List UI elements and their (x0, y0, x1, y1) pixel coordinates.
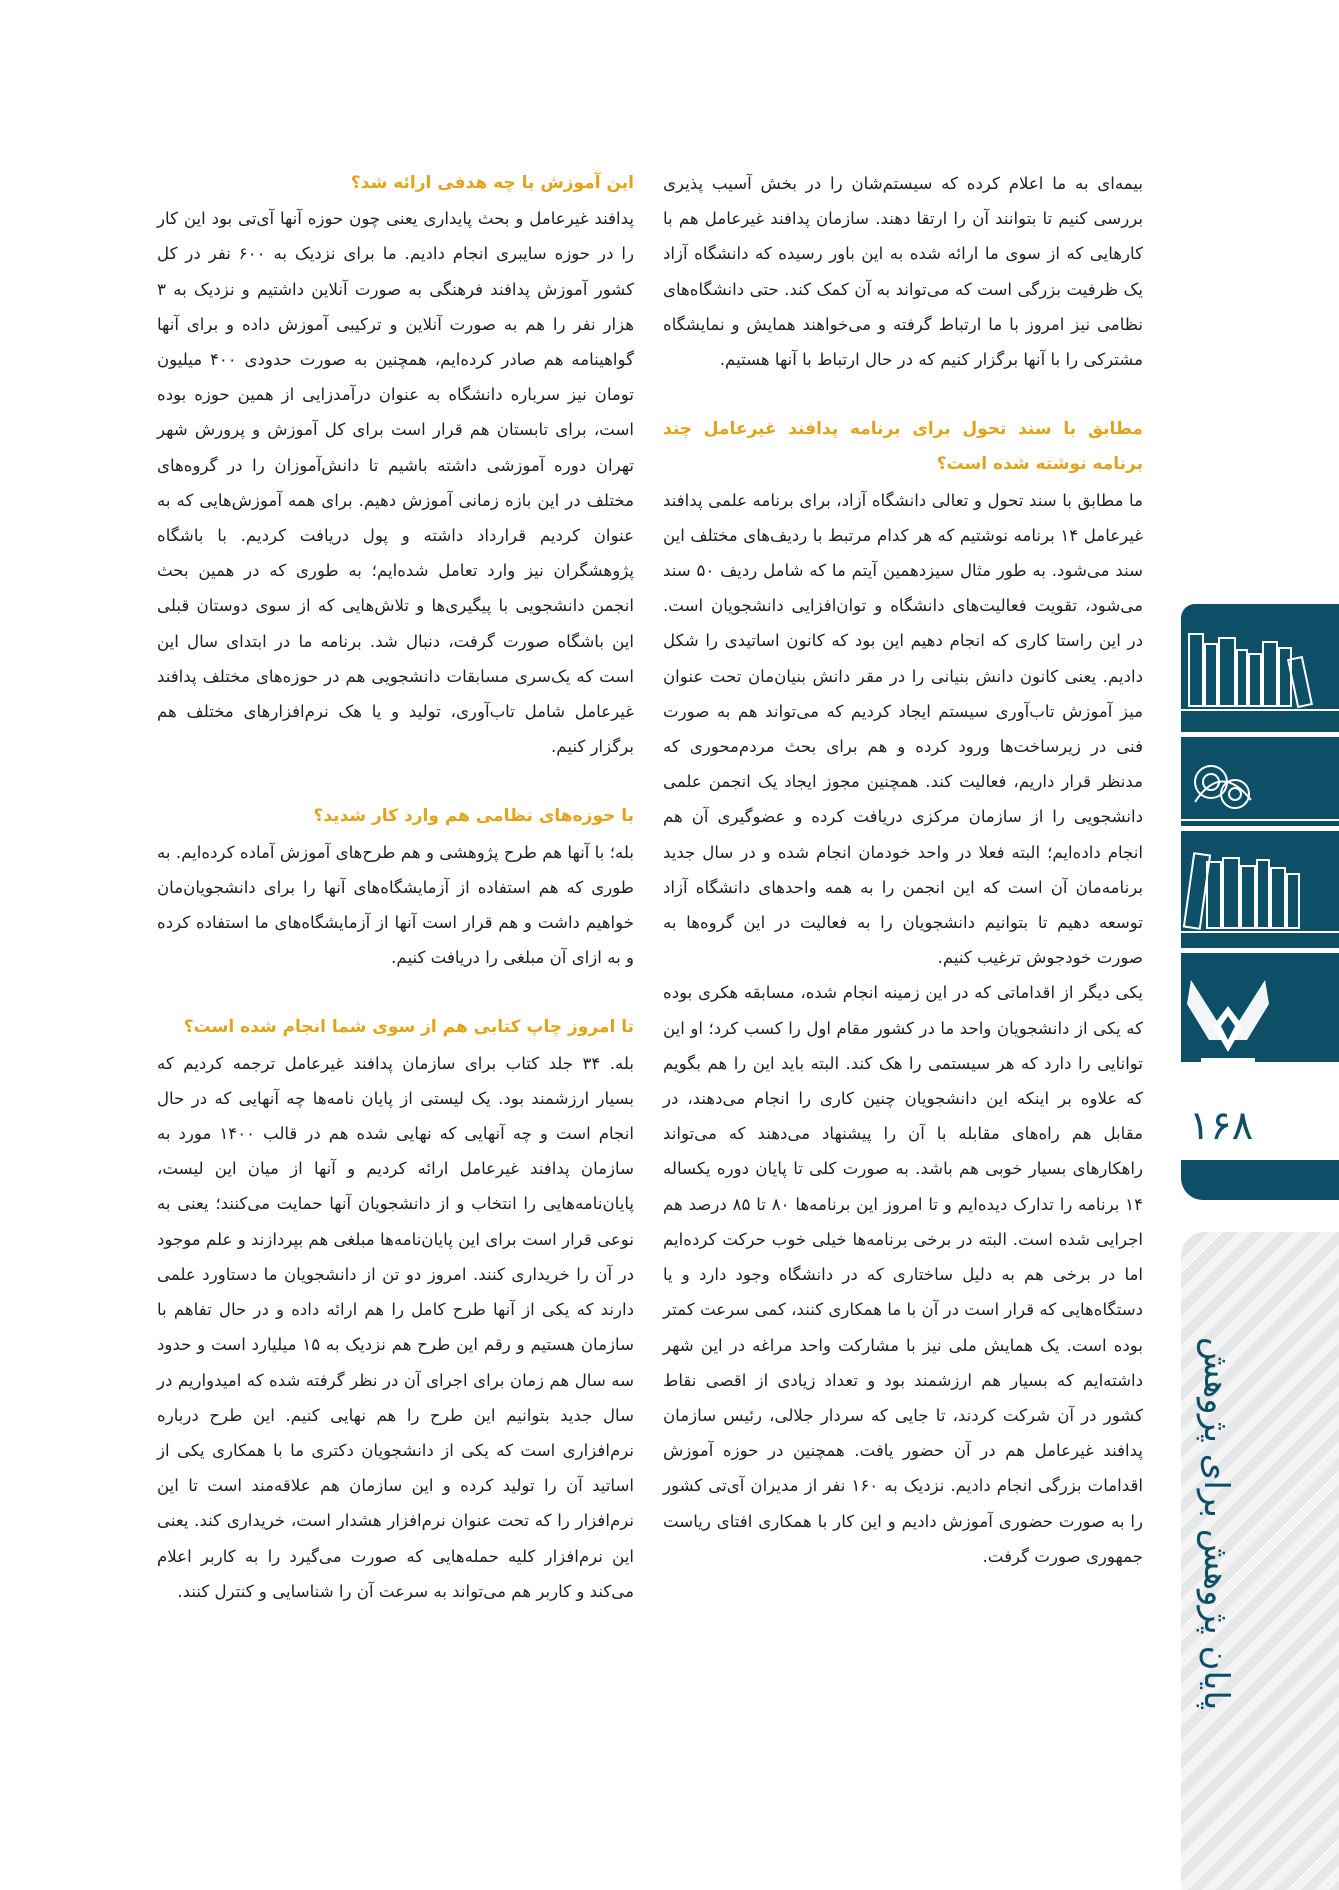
question-heading-2: این آموزش با چه هدفی ارائه شد؟ (350, 173, 634, 193)
books-icon (1181, 836, 1339, 946)
right-paragraph-2: ما مطابق با سند تحول و تعالی دانشگاه آزاد، برای برنامه علمی پدافند غیرعامل ۱۴ برنامه نوشتیم که هر کدام مرتبط با ردیف‌های مختلف این سند می‌شود. به طور مثال سیزدهمین آیتم ما که شامل ردیف ۵۰ سند می‌شود، تقویت فعالیت‌های دانشگاه و توان‌افزایی دانشجویان است. در این راستا کاری که انجام دهیم این بود که کانون اساتیدی را شکل دادیم. یعنی کانون دانش بنیانی را در مقر دانش بنیان‌مان تحت عنوان میز آموزش تاب‌آوری سیستم ایجاد کردیم که می‌تواند هم به صورت فنی در زیرساخت‌ها ورود کرده و هم برای بحث مردم‌محوری که مدنظر قرار داریم، فعالیت کند. همچنین مجوز ایجاد یک انجمن علمی دانشجویی را از سازمان مرکزی دریافت کرده و عضوگیری آن هم انجام داده‌ایم؛ البته فعلا در واحد خودمان انجام شده و در سال جدید برنامه‌مان آن است که این انجمن را به همه واحدهای دانشگاه آزاد توسعه دهیم تا بتوانیم دانشجویان را به فعالیت در این گروه‌ها به صورت خودجوش ترغیب کنیم. (663, 490, 1143, 968)
right-paragraph-1: بیمه‌ای به ما اعلام کرده که سیستم‌شان را در بخش آسیب پذیری بررسی کنیم تا بتوانند آن را ارتقا دهند. سازمان پدافند غیرعامل هم با کارهایی که از سوی ما ارائه شده به این باور رسیده که دانشگاه آزاد یک ظرفیت بزرگی است که می‌تواند به آن کمک کند. حتی دانشگاه‌های نظامی نیز امروز با ما ارتباط گرفته و می‌خواهند همایش و نمایشگاه مشترکی را با آنها برگزار کنیم که در حال ارتباط با آنها هستیم. (663, 174, 1143, 370)
ornament-icon (1181, 742, 1339, 832)
question-heading-4: تا امروز چاپ کتابی هم از سوی شما انجام شده است؟ (183, 1017, 634, 1038)
left-column (157, 166, 634, 1609)
right-paragraph-3: یکی دیگر از اقداماتی که در این زمینه انجام شده، مسابقه هکری بوده که یکی از دانشجویان واحد ما در کشور مقام اول را کسب کرد؛ او این توانایی را دارد که هر سیستمی را هک کند. البته باید این را هم بگویم که علاوه بر اینکه این دانشجویان چنین کاری را انجام می‌دهند، در مقابل هم راه‌های مقابله با آن را پیشنهاد می‌دهند که می‌تواند راهکارهای بسیار خوبی هم باشد. به صورت کلی تا پایان دوره یکساله ۱۴ برنامه را تدارک دیده‌ایم و تا امروز این برنامه‌ها ۸۰ تا ۸۵ درصد هم اجرایی شده است. البته در برخی برنامه‌ها خیلی خوب حرکت کرده‌ایم اما در برخی هم به دلیل ساختاری که در دانشگاه وجود دارد و یا دستگاه‌هایی که قرار است در آن با ما همکاری کنند، کمی سرعت کمتر بوده است. یک همایش ملی نیز با مشارکت واحد مراغه در این شهر داشته‌ایم که بسیار هم ارزشمند بود و تعداد زیادی از اقصی نقاط کشور در آن شرکت کردند، تا جایی که سردار جلالی، رئیس سازمان پدافند غیرعامل هم در آن حضور یافت. همچنین در حوزه آموزش اقدامات بزرگی انجام دادیم. نزدیک به ۱۶۰ نفر از مدیران آی‌تی کشور را به صورت حضوری آموزش دادیم و این کار با همکاری افتای ریاست جمهوری صورت گرفت. (663, 983, 1144, 1566)
left-paragraph-3: بله. ۳۴ جلد کتاب برای سازمان پدافند غیرعامل ترجمه کردیم که بسیار ارزشمند بود. یک لیستی از پایان نامه‌ها چه آنهایی که در حال انجام است و چه آنهایی که نهایی شده هم در قالب ۱۴۰۰ مورد به سازمان پدافند غیرعامل ارائه کردیم و آنها از میان این لیست، پایان‌نامه‌هایی را انتخاب و از دانشجویان آنها حمایت می‌کنند؛ یعنی به نوعی قرار است برای این پایان‌نامه‌ها مبلغی هم بپردازند و علم موجود در آن را خریداری کنند. امروز دو تن از دانشجویان ما دستاورد علمی دارند که یکی از آنها طرح کامل را هم ارائه داده و در حال تفاهم با سازمان هستیم و رقم این طرح هم نزدیک به ۱۵ میلیارد است و حدود سه سال هم زمان برای اجرای آن در نظر گرفته شده که امیدواریم در سال جدید بتوانیم این طرح را هم نهایی کنیم. این طرح درباره نرم‌افزاری است که یکی از دانشجویان دکتری ما با همکاری یکی از اساتید آن را تولید کرده و این سازمان هم علاقه‌مند است تا این نرم‌افزار را که تحت عنوان نرم‌افزار هشدار است، خریداری کند. یعنی این نرم‌افزار کلیه حمله‌هایی که صورت می‌گیرد را به کاربر اعلام می‌کند و کاربر هم می‌تواند به سرعت آن را شناسایی و کنترل کنند. (157, 1053, 635, 1601)
right-column (663, 166, 1143, 1574)
side-panel (1181, 604, 1339, 1104)
left-paragraph-1: پدافند غیرعامل و بحث پایداری یعنی چون حوزه آنها آی‌تی بود این کار را در حوزه سایبری انجام دادیم. ما برای نزدیک به ۶۰۰ نفر در کل کشور آموزش پدافند فرهنگی به صورت آنلاین داشتیم و نزدیک به ۳ هزار نفر را هم به صورت آنلاین و ترکیبی آموزش داده و برای آنها گواهینامه هم صادر کرده‌ایم، همچنین به صورت حدودی ۴۰۰ میلیون تومان نیز سرباره دانشگاه به عنوان درآمدزایی از همین حوزه بوده است، برای تابستان هم قرار است برای کل آموزش و پرورش شهر تهران دوره آموزشی داشته باشیم تا دانش‌آموزان را در گروه‌های مختلف در این بازه زمانی آموزش دهیم. برای همه آموزش‌هایی که به عنوان کردیم قرارداد داشته و پول دریافت کردیم. با باشگاه پژوهشگران نیز وارد تعامل شده‌ایم؛ به طوری که در همین بحث انجمن دانشجویی با پیگیری‌ها و تلاش‌هایی که از سوی دوستان قبلی این باشگاه صورت گرفت، دنبال شد. برنامه ما در ابتدای سال این است که یک‌سری مسابقات دانشجویی هم در حوزه‌های مختلف پدافند غیرعامل شامل تاب‌آوری، تولید و یا هک نرم‌افزارهای مختلف هم برگزار کنیم. (157, 209, 634, 757)
left-paragraph-2: بله؛ با آنها هم طرح پژوهشی و هم طرح‌های آموزش آماده کرده‌ایم. به طوری که هم استفاده از آزمایشگاه‌های آنها را برای دانشجویان‌مان خواهیم داشت و هم قرار است آنها از آزمایشگاه‌های ما استفاده کرده و به ازای آن مبلغی را دریافت کنیم. (157, 842, 634, 968)
question-heading-3: با حوزه‌های نظامی هم وارد کار شدید؟ (313, 806, 634, 827)
spacer (157, 975, 634, 1010)
running-title: پایان پژوهش برای پژوهش (1196, 1336, 1236, 1710)
question-heading-1: مطابق با سند تحول برای برنامه پدافند غیرعامل چند برنامه نوشته شده است؟ (663, 419, 1143, 475)
side-tab (1181, 1160, 1339, 1200)
spacer (663, 377, 1143, 412)
page-number: ۱۶۸ (1188, 1103, 1254, 1149)
spacer (157, 764, 634, 799)
books-icon (1181, 614, 1339, 724)
